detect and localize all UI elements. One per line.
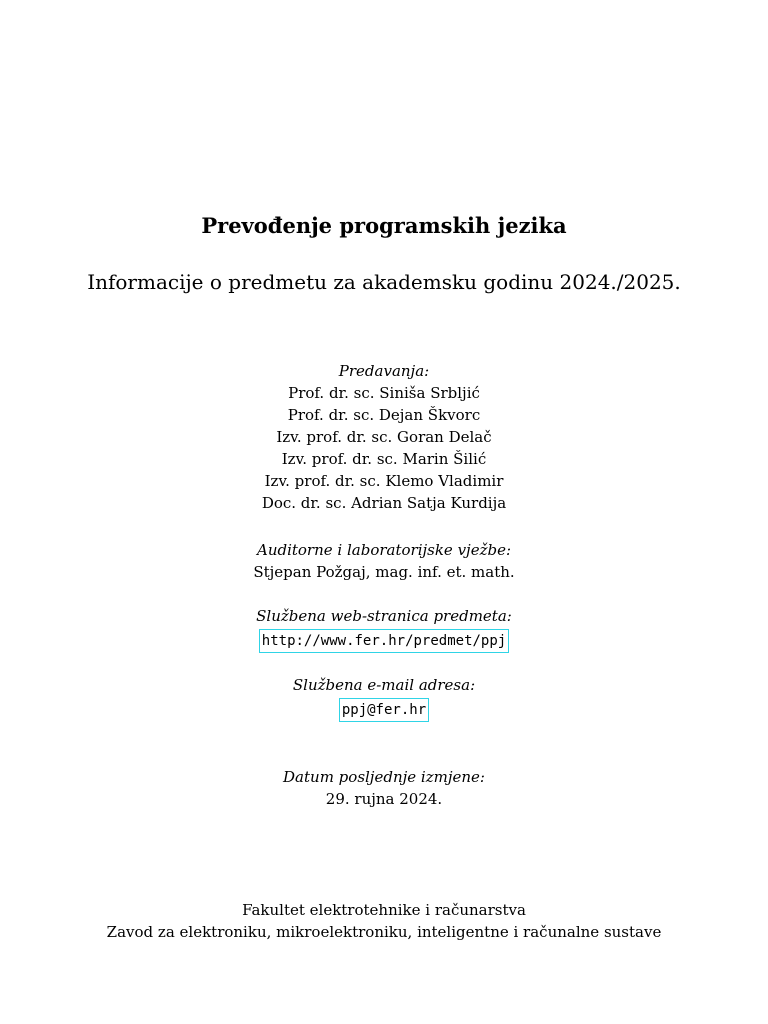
lecturer-name: Izv. prof. dr. sc. Goran Delač <box>276 428 492 446</box>
website-section <box>0 605 768 653</box>
lecturers-section <box>0 360 768 514</box>
document-subtitle: Informacije o predmetu za akademsku godinu 2024./2025. <box>87 270 681 294</box>
exercises-section <box>0 539 768 583</box>
website-link[interactable]: http://www.fer.hr/predmet/ppj <box>259 629 509 653</box>
email-link[interactable]: ppj@fer.hr <box>339 698 429 722</box>
exercises-label: Auditorne i laboratorijske vježbe: <box>256 541 512 559</box>
lecturer-name: Prof. dr. sc. Siniša Srbljić <box>288 384 480 402</box>
email-section <box>0 674 768 722</box>
lecturer-name: Izv. prof. dr. sc. Marin Šilić <box>281 450 487 468</box>
revision-label: Datum posljednje izmjene: <box>283 768 485 786</box>
revision-date: 29. rujna 2024. <box>325 790 443 808</box>
revision-section <box>0 766 768 810</box>
lecturers-label: Predavanja: <box>338 362 430 380</box>
footer <box>0 899 768 943</box>
website-label: Službena web-stranica predmeta: <box>256 607 512 625</box>
document-title: Prevođenje programskih jezika <box>201 213 567 238</box>
email-label: Službena e-mail adresa: <box>292 676 476 694</box>
lecturer-name: Izv. prof. dr. sc. Klemo Vladimir <box>264 472 504 490</box>
exercises-assistant-name: Stjepan Požgaj, mag. inf. et. math. <box>253 563 515 581</box>
lecturer-name: Doc. dr. sc. Adrian Satja Kurdija <box>261 494 507 512</box>
faculty-name: Fakultet elektrotehnike i računarstva <box>242 901 526 919</box>
department-name: Zavod za elektroniku, mikroelektroniku, inteligentne i računalne sustave <box>106 923 662 941</box>
lecturer-name: Prof. dr. sc. Dejan Škvorc <box>287 406 481 424</box>
